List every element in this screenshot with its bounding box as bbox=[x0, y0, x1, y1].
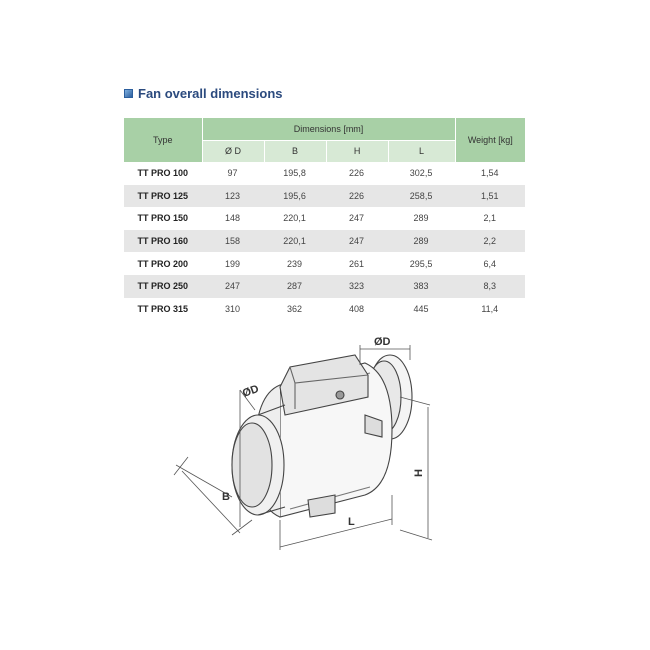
section-title bbox=[124, 86, 283, 101]
value-cell: 220,1 bbox=[283, 213, 306, 224]
type-cell: TT PRO 250 bbox=[124, 275, 202, 298]
value-cell: 261 bbox=[349, 258, 365, 269]
dimensions-header: Dimensions [mm] bbox=[202, 118, 455, 141]
value-cell: 97 bbox=[227, 168, 238, 179]
value-cell: 1,51 bbox=[455, 185, 525, 208]
table-row bbox=[124, 207, 525, 230]
table-row bbox=[124, 185, 525, 208]
value-cell: 310 bbox=[225, 303, 241, 314]
bullet-icon bbox=[124, 89, 133, 98]
type-cell: TT PRO 200 bbox=[137, 258, 189, 269]
sub-header-d: Ø D bbox=[202, 141, 264, 163]
section-title-text: Fan overall dimensions bbox=[138, 86, 283, 101]
label-h: H bbox=[413, 469, 425, 477]
label-d-right: ØD bbox=[374, 336, 391, 348]
value-cell: 2,2 bbox=[455, 230, 525, 253]
table-row bbox=[124, 298, 525, 321]
value-cell: 362 bbox=[287, 303, 303, 314]
value-cell: 158 bbox=[202, 230, 264, 253]
value-cell: 220,1 bbox=[264, 230, 326, 253]
table-row bbox=[124, 230, 525, 253]
label-l: L bbox=[348, 516, 355, 528]
value-cell: 239 bbox=[287, 258, 303, 269]
type-cell: TT PRO 100 bbox=[137, 168, 189, 179]
value-cell: 287 bbox=[264, 275, 326, 298]
type-cell: TT PRO 315 bbox=[137, 303, 189, 314]
value-cell: 195,6 bbox=[264, 185, 326, 208]
type-header: Type bbox=[124, 118, 202, 162]
value-cell: 383 bbox=[388, 275, 455, 298]
sub-header-h: H bbox=[326, 141, 388, 163]
type-cell: TT PRO 125 bbox=[124, 185, 202, 208]
type-cell: TT PRO 160 bbox=[124, 230, 202, 253]
value-cell: 323 bbox=[326, 275, 388, 298]
value-cell: 247 bbox=[202, 275, 264, 298]
value-cell: 289 bbox=[388, 230, 455, 253]
table-row bbox=[124, 162, 525, 185]
value-cell: 148 bbox=[225, 213, 241, 224]
sub-header-l: L bbox=[388, 141, 455, 163]
weight-header: Weight [kg] bbox=[455, 118, 525, 162]
label-d-left: ØD bbox=[240, 382, 261, 400]
value-cell: 247 bbox=[349, 213, 365, 224]
value-cell: 6,4 bbox=[483, 258, 497, 269]
value-cell: 11,4 bbox=[481, 303, 499, 314]
value-cell: 1,54 bbox=[481, 168, 499, 179]
value-cell: 445 bbox=[413, 303, 429, 314]
value-cell: 408 bbox=[349, 303, 365, 314]
value-cell: 226 bbox=[326, 185, 388, 208]
value-cell: 258,5 bbox=[388, 185, 455, 208]
value-cell: 8,3 bbox=[455, 275, 525, 298]
value-cell: 226 bbox=[349, 168, 365, 179]
table-row bbox=[124, 275, 525, 298]
sub-header-b: B bbox=[264, 141, 326, 163]
value-cell: 302,5 bbox=[409, 168, 433, 179]
value-cell: 295,5 bbox=[409, 258, 433, 269]
type-cell: TT PRO 150 bbox=[137, 213, 189, 224]
value-cell: 289 bbox=[413, 213, 429, 224]
label-b: B bbox=[222, 491, 230, 503]
value-cell: 199 bbox=[225, 258, 241, 269]
value-cell: 247 bbox=[326, 230, 388, 253]
value-cell: 123 bbox=[202, 185, 264, 208]
table-row bbox=[124, 252, 525, 275]
value-cell: 2,1 bbox=[483, 213, 497, 224]
dimensions-table bbox=[124, 118, 525, 320]
fan-diagram bbox=[160, 335, 460, 565]
value-cell: 195,8 bbox=[283, 168, 306, 179]
